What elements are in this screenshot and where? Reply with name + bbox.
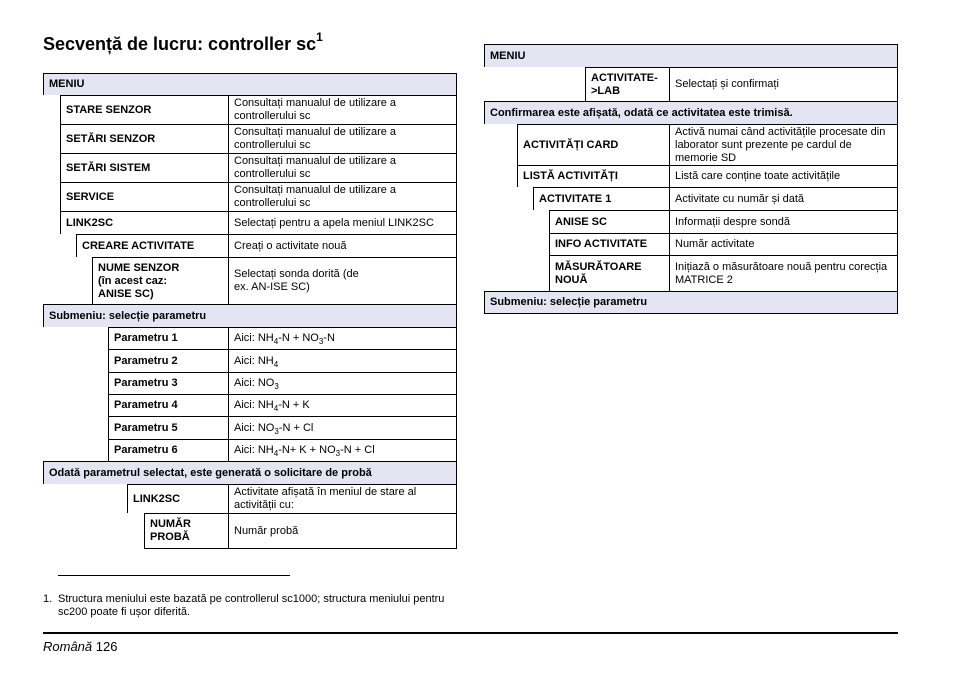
table-row	[43, 153, 457, 182]
table-row	[43, 257, 457, 304]
param-name: Parametru 4	[108, 394, 228, 416]
page-footer	[43, 639, 117, 654]
menu-item-name: SETĂRI SISTEM	[60, 153, 228, 182]
menu-item-desc: Activitate cu număr și dată	[669, 187, 898, 210]
page-title: Secvență de lucru: controller $sc^1$	[43, 30, 323, 54]
table-note: Confirmarea este afișată, odată ce activitatea este trimisă.	[484, 101, 898, 124]
menu-item-name: SERVICE	[60, 182, 228, 211]
table-row	[43, 327, 457, 349]
table-row	[43, 349, 457, 372]
param-desc: Aici: $NH_4-N + NO_3-N$	[228, 327, 457, 349]
table-row	[43, 484, 457, 513]
table-subheader: Submeniu: selecție parametru	[484, 291, 898, 314]
table-subheader: Submeniu: selecție parametru	[43, 304, 457, 327]
param-desc: Aici: $NH_4$	[228, 349, 457, 372]
menu-item-desc: Selectați pentru a apela meniul LINK2SC	[228, 211, 457, 234]
page-footer-divider	[43, 632, 898, 634]
menu-item-desc: Selectați sonda dorită (de ex. AN-ISE SC)	[228, 257, 457, 304]
menu-item-name: ACTIVITATE 1	[533, 187, 669, 210]
table-row	[484, 124, 898, 165]
menu-item-name: ACTIVITĂȚI CARD	[517, 124, 669, 165]
menu-item-desc: Consultați manualul de utilizare a controllerului sc	[228, 124, 457, 153]
table-row	[43, 95, 457, 124]
menu-item-desc: Selectați și confirmați	[669, 67, 898, 101]
menu-item-name: LINK2SC	[60, 211, 228, 234]
menu-item-desc: Număr probă	[228, 513, 457, 549]
param-name: Parametru 1	[108, 327, 228, 349]
footnote-number: 1.	[43, 593, 53, 605]
table-row	[43, 234, 457, 257]
table-row	[43, 394, 457, 416]
table-row	[43, 372, 457, 394]
param-name: Parametru 2	[108, 349, 228, 372]
param-desc: Aici: $NH_4-N + K$	[228, 394, 457, 416]
footer-language: Română	[43, 639, 93, 654]
menu-item-name: LISTĂ ACTIVITĂȚI	[517, 165, 669, 187]
table-row	[484, 233, 898, 255]
right-menu-table	[484, 44, 898, 314]
menu-item-desc: Activitate afișată în meniul de stare al activității cu:	[228, 484, 457, 513]
table-header: MENIU	[43, 73, 457, 95]
table-row	[484, 67, 898, 101]
footnote-divider	[58, 575, 290, 576]
menu-item-desc: Inițiază o măsurătoare nouă pentru corecția MATRICE 2	[669, 255, 898, 291]
menu-item-desc: Creați o activitate nouă	[228, 234, 457, 257]
footer-page-number: 126	[95, 639, 118, 654]
param-desc: Aici: $NO_3-N + Cl$	[228, 416, 457, 439]
table-row	[43, 124, 457, 153]
param-name: Parametru 5	[108, 416, 228, 439]
footnote-text: Structura meniului este bazată pe controllerul sc1000; structura meniului pentru sc200 poate fi ușor diferită.	[58, 593, 445, 618]
table-row	[484, 165, 898, 187]
menu-item-name: INFO ACTIVITATE	[549, 233, 669, 255]
footnote-marker: 1	[316, 30, 323, 44]
menu-item-name: STARE SENZOR	[60, 95, 228, 124]
param-desc: Aici: $NO_3$	[228, 372, 457, 394]
menu-item-desc: Informații despre sondă	[669, 210, 898, 233]
table-row	[484, 187, 898, 210]
menu-item-desc: Număr activitate	[669, 233, 898, 255]
menu-item-desc: Activă numai când activitățile procesate din laborator sunt prezente pe cardul de memorie SD	[669, 124, 898, 165]
menu-item-name: CREARE ACTIVITATE	[76, 234, 228, 257]
table-row	[43, 439, 457, 461]
param-name: Parametru 3	[108, 372, 228, 394]
menu-item-name: SETĂRI SENZOR	[60, 124, 228, 153]
table-row	[43, 513, 457, 549]
table-note: Odată parametrul selectat, este generată o solicitare de probă	[43, 461, 457, 484]
menu-item-name: ANISE SC	[549, 210, 669, 233]
menu-item-name: NUME SENZOR (în acest caz: ANISE SC)	[92, 257, 228, 304]
menu-item-desc: Consultați manualul de utilizare a controllerului sc	[228, 153, 457, 182]
menu-item-name: NUMĂR PROBĂ	[144, 513, 228, 549]
param-desc: Aici: $NH_4-N+ K + NO_3-N + Cl$	[228, 439, 457, 461]
param-name: Parametru 6	[108, 439, 228, 461]
table-row	[43, 416, 457, 439]
menu-item-name: MĂSURĂTOARE NOUĂ	[549, 255, 669, 291]
left-menu-table	[43, 73, 457, 549]
table-header: MENIU	[484, 44, 898, 67]
table-row	[43, 211, 457, 234]
table-row	[43, 182, 457, 211]
menu-item-desc: Consultați manualul de utilizare a controllerului sc	[228, 182, 457, 211]
menu-item-desc: Consultați manualul de utilizare a controllerului sc	[228, 95, 457, 124]
table-row	[484, 210, 898, 233]
menu-item-name: ACTIVITATE->LAB	[585, 67, 669, 101]
table-row	[484, 255, 898, 291]
menu-item-name: LINK2SC	[127, 484, 228, 513]
menu-item-desc: Listă care conține toate activitățile	[669, 165, 898, 187]
